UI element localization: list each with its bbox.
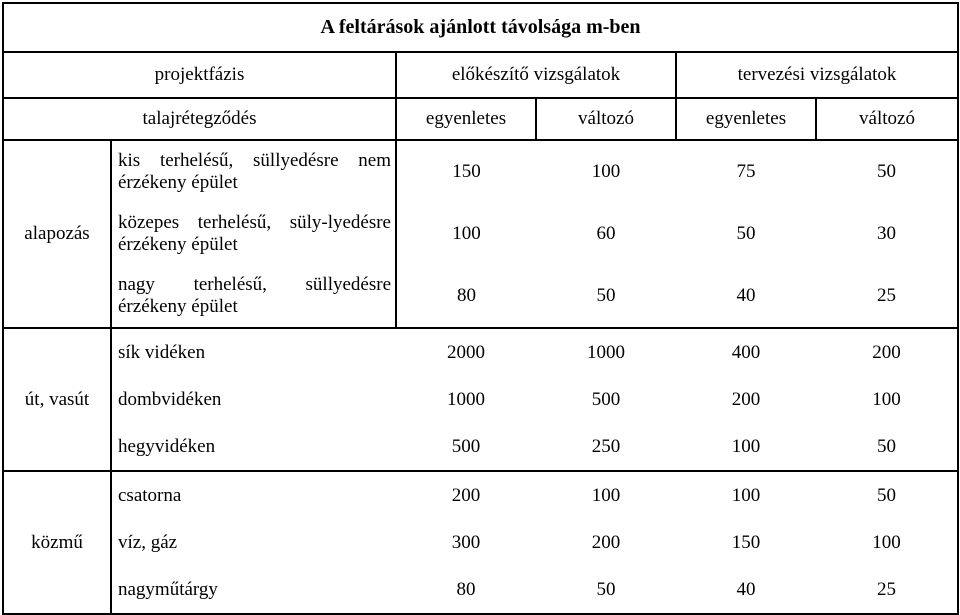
group-label-kozmu: közmű bbox=[3, 471, 111, 614]
table-cell: 100 bbox=[816, 376, 958, 423]
table-cell: 1000 bbox=[447, 388, 485, 410]
table-row bbox=[3, 265, 958, 328]
table-cell: 25 bbox=[816, 265, 958, 328]
table-cell: 500 bbox=[396, 423, 536, 471]
table-cell: 50 bbox=[816, 471, 958, 519]
table-row bbox=[3, 140, 958, 203]
table-cell: 150 bbox=[731, 531, 761, 553]
table-cell: 40 bbox=[676, 265, 816, 328]
phase-header-row bbox=[3, 52, 958, 98]
table-row bbox=[3, 376, 958, 423]
table-cell: 400 bbox=[676, 328, 816, 376]
table-cell: 1000 bbox=[536, 328, 676, 376]
table-row bbox=[3, 566, 958, 614]
group-label-alapozas: alapozás bbox=[3, 140, 111, 328]
row-description: víz, gáz bbox=[111, 519, 396, 566]
table-cell: 100 bbox=[676, 423, 816, 471]
table-cell: 80 bbox=[396, 265, 536, 328]
table-row bbox=[3, 328, 958, 376]
phase-design: tervezési vizsgálatok bbox=[676, 52, 958, 98]
table-row bbox=[3, 519, 958, 566]
phase-preliminary: előkészítő vizsgálatok bbox=[396, 52, 676, 98]
table-cell: 40 bbox=[676, 566, 816, 614]
row-description: dombvidéken bbox=[111, 376, 396, 423]
row-description: hegyvidéken bbox=[111, 423, 396, 471]
table-cell: 100 bbox=[676, 471, 816, 519]
table-cell: 2000 bbox=[396, 328, 536, 376]
table-cell: 100 bbox=[536, 471, 676, 519]
table-cell: 25 bbox=[816, 566, 958, 614]
table-cell: 200 bbox=[816, 328, 958, 376]
row-description: közepes terhelésű, süly-lyedésre érzékeny épület bbox=[111, 203, 396, 265]
table-cell: 150 bbox=[396, 140, 536, 203]
table-cell: 200 bbox=[591, 531, 621, 553]
layering-label: talajrétegződés bbox=[3, 98, 396, 140]
row-description: nagy terhelésű, süllyedésre érzékeny épület bbox=[111, 265, 396, 328]
table-cell: 50 bbox=[536, 566, 676, 614]
row-description: csatorna bbox=[111, 471, 396, 519]
col-header: egyenletes bbox=[396, 98, 536, 140]
table-cell: 100 bbox=[396, 203, 536, 265]
table-cell: 500 bbox=[591, 388, 621, 410]
table-cell: 30 bbox=[816, 203, 958, 265]
layering-header-row bbox=[3, 98, 958, 140]
table-cell: 100 bbox=[816, 519, 958, 566]
projektfazis-label: projektfázis bbox=[3, 52, 396, 98]
group-label-ut-vasut: út, vasút bbox=[3, 328, 111, 471]
table-cell: 80 bbox=[396, 566, 536, 614]
table-cell: 200 bbox=[396, 471, 536, 519]
table-cell: 100 bbox=[536, 140, 676, 203]
row-description: kis terhelésű, süllyedésre nem érzékeny épület bbox=[111, 140, 396, 203]
row-description: sík vidéken bbox=[111, 328, 396, 376]
distance-table bbox=[2, 2, 959, 615]
col-header: változó bbox=[536, 98, 676, 140]
table-row bbox=[3, 471, 958, 519]
table-cell: 300 bbox=[451, 531, 481, 553]
table-cell: 75 bbox=[676, 140, 816, 203]
table-cell: 50 bbox=[736, 223, 756, 244]
table-cell: 50 bbox=[536, 265, 676, 328]
table-cell: 200 bbox=[731, 388, 761, 410]
table-row bbox=[3, 423, 958, 471]
table-cell: 60 bbox=[596, 223, 616, 244]
col-header: változó bbox=[816, 98, 958, 140]
table-title: A feltárások ajánlott távolsága m-ben bbox=[3, 3, 958, 52]
table-cell: 50 bbox=[816, 423, 958, 471]
table-row bbox=[3, 203, 958, 265]
row-description: nagyműtárgy bbox=[111, 566, 396, 614]
table-cell: 250 bbox=[536, 423, 676, 471]
col-header: egyenletes bbox=[676, 98, 816, 140]
table-cell: 50 bbox=[816, 140, 958, 203]
